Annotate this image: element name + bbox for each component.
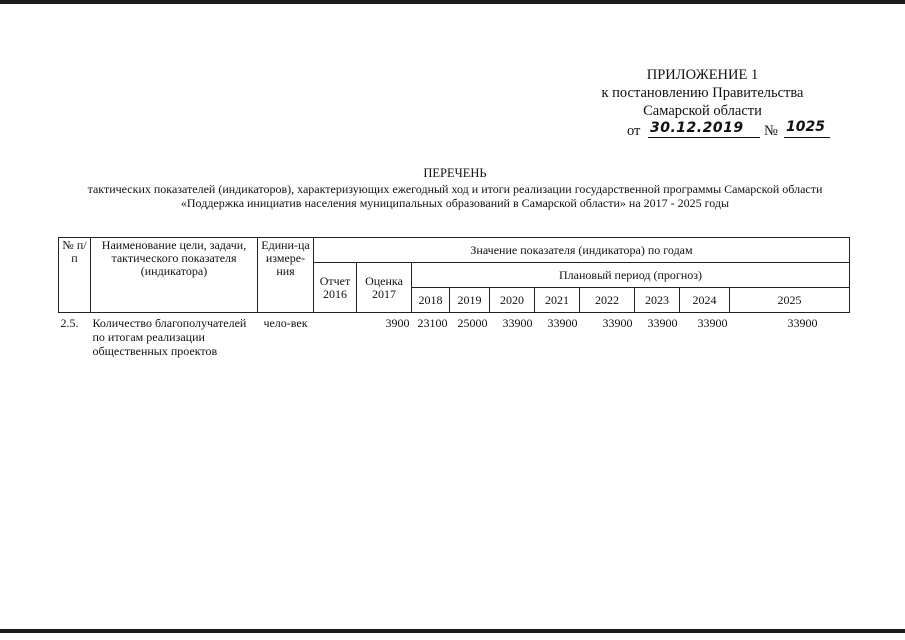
- row-estimate: 3900: [385, 316, 410, 330]
- appendix-heading: ПРИЛОЖЕНИЕ 1: [646, 67, 759, 83]
- number-underline: [784, 137, 830, 138]
- row-unit: чело-век: [263, 316, 308, 330]
- document-subtitle: тактических показателей (индикаторов), характеризующих ежегодный ход и итоги реализации государственной программы Самарской области «Поддержка инициатив населения муниципальных образований в Самарской области» на 2017 - 2025 годы: [87, 181, 823, 210]
- document-title-block: [60, 166, 850, 211]
- header-year: 2025: [730, 288, 850, 313]
- header-year: 2024: [680, 288, 730, 313]
- header-year: 2022: [580, 288, 635, 313]
- header-index: № п/п: [59, 238, 91, 313]
- scan-border-bottom: [0, 629, 905, 633]
- header-year: 2023: [635, 288, 680, 313]
- row-planned-value: 33900: [602, 316, 633, 330]
- header-year: 2018: [412, 288, 450, 313]
- appendix-line-2: к постановлению Правительства: [601, 85, 804, 101]
- header-year: 2021: [535, 288, 580, 313]
- row-planned-value: 33900: [787, 316, 818, 330]
- row-planned-value: 23100: [417, 316, 448, 330]
- indicators-table: [58, 237, 850, 361]
- appendix-date-line: [560, 120, 845, 140]
- row-name: Количество благополучателей по итогам реализации общественных проектов: [92, 316, 247, 358]
- header-name: Наименование цели, задачи, тактического показателя (индикатора): [91, 238, 258, 313]
- header-year: 2019: [450, 288, 490, 313]
- header-year: 2020: [490, 288, 535, 313]
- header-report: Отчет 2016: [314, 263, 357, 313]
- row-report: [314, 313, 357, 362]
- appendix-block: [560, 66, 845, 140]
- row-index: 2.5.: [60, 316, 79, 330]
- table-row: [59, 313, 850, 362]
- header-estimate: Оценка 2017: [357, 263, 412, 313]
- appendix-line-3: Самарской области: [643, 103, 762, 119]
- document-title: ПЕРЕЧЕНЬ: [423, 166, 487, 180]
- row-planned-value: 33900: [502, 316, 533, 330]
- row-planned-value: 33900: [647, 316, 678, 330]
- header-values-group: Значение показателя (индикатора) по годам: [314, 238, 850, 263]
- row-planned-value: 33900: [697, 316, 728, 330]
- row-planned-value: 33900: [547, 316, 578, 330]
- scan-border-top: [0, 0, 905, 4]
- header-unit: Едини-ца измере-ния: [258, 238, 314, 313]
- date-prefix: от: [627, 123, 641, 139]
- number-prefix: №: [764, 123, 778, 139]
- date-underline: [648, 137, 760, 138]
- handwritten-date: 30.12.2019: [650, 120, 744, 136]
- row-planned-value: 25000: [457, 316, 488, 330]
- header-planned-group: Плановый период (прогноз): [412, 263, 850, 288]
- handwritten-number: 1025: [786, 119, 825, 135]
